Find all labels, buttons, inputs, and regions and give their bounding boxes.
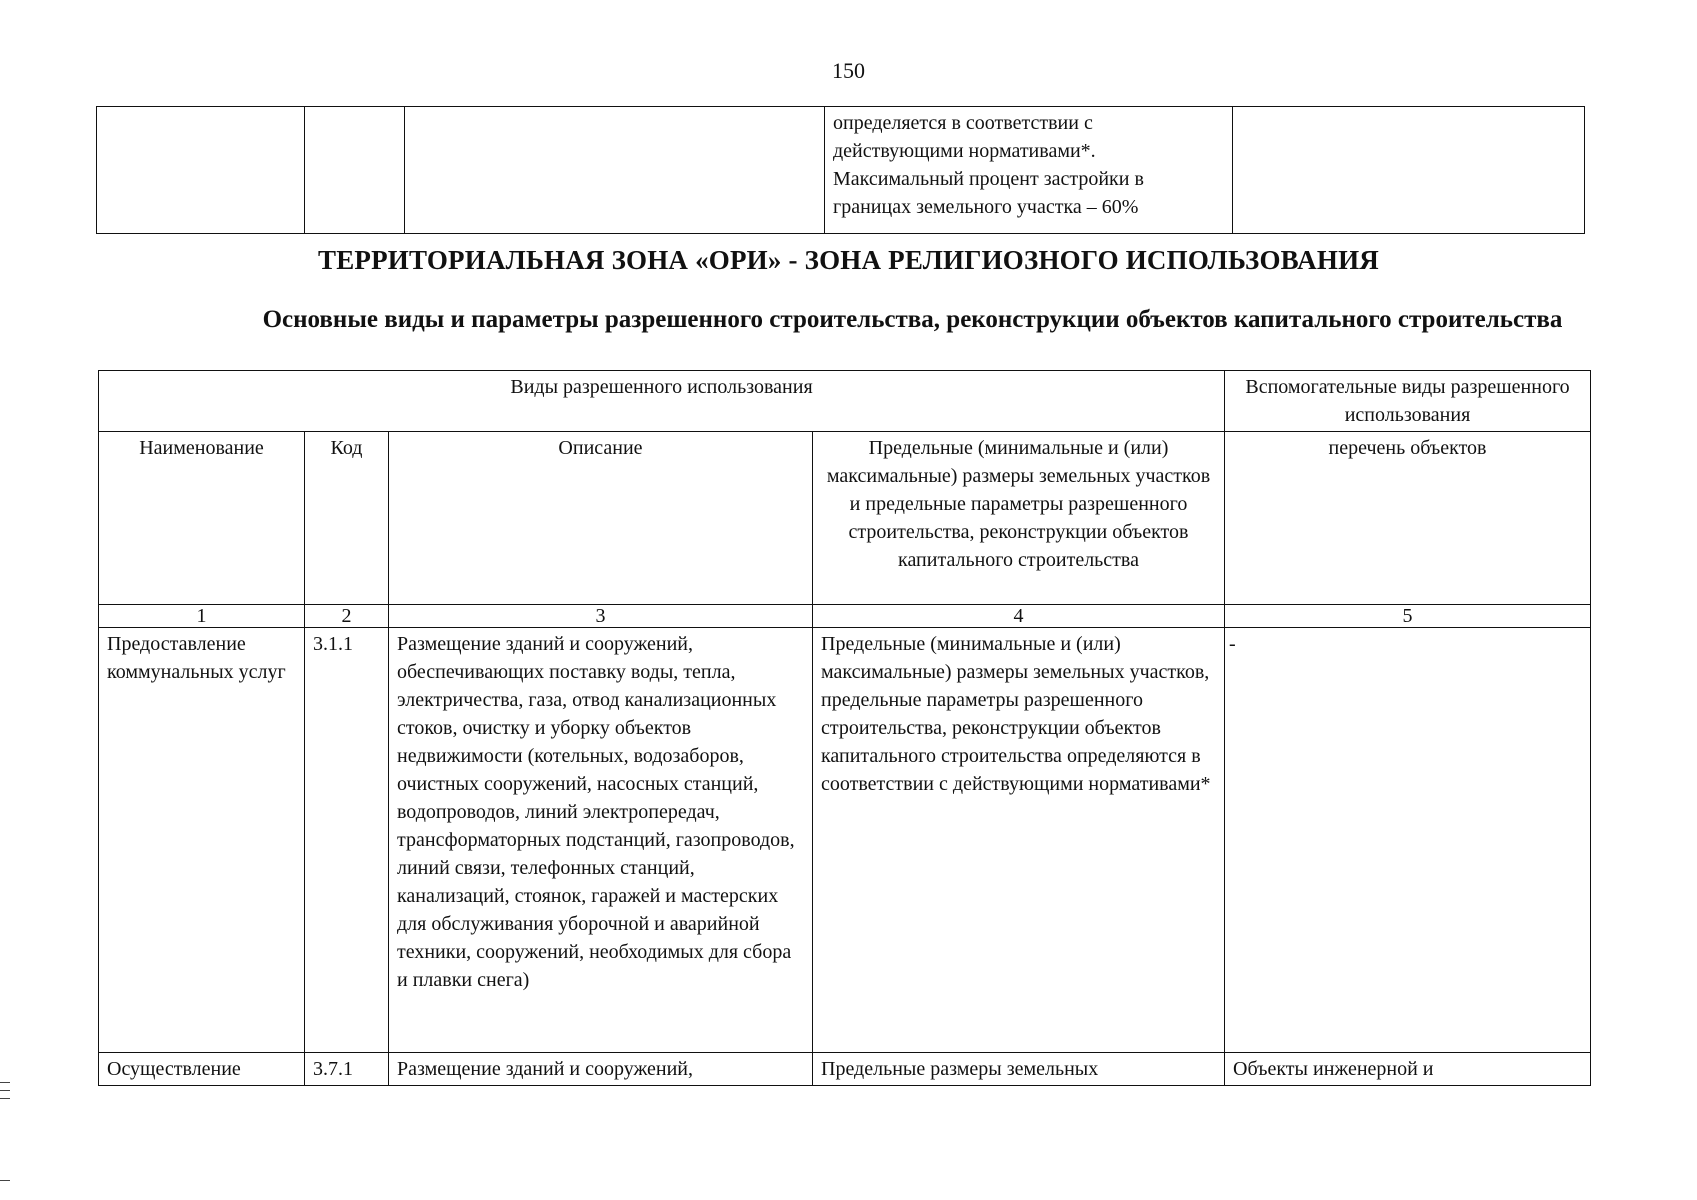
row-code: 3.1.1	[305, 628, 389, 1053]
column-number: 1	[99, 605, 305, 628]
table-row	[99, 1053, 1591, 1086]
row-limits: Предельные (минимальные и (или) максимальные) размеры земельных участков, предельные параметры разрешенного строительства, реконструкции объектов капитального строительства определяются в соответствии с действующими нормативами*	[813, 628, 1225, 1053]
zone-title: ТЕРРИТОРИАЛЬНАЯ ЗОНА «ОРИ» - ЗОНА РЕЛИГИОЗНОГО ИСПОЛЬЗОВАНИЯ	[318, 245, 1379, 275]
column-header-objects: перечень объектов	[1225, 432, 1591, 605]
table-row	[99, 628, 1591, 1053]
fragment-cell-code	[305, 107, 405, 234]
group-header-main: Виды разрешенного использования	[99, 371, 1225, 432]
row-name: Предоставление коммунальных услуг	[99, 628, 305, 1053]
margin-mark	[0, 1098, 10, 1099]
section-title: Основные виды и параметры разрешенного строительства, реконструкции объектов капитального строительства	[262, 306, 1563, 333]
column-header-name: Наименование	[99, 432, 305, 605]
column-header-description: Описание	[389, 432, 813, 605]
fragment-cell-description	[405, 107, 825, 234]
column-number: 2	[305, 605, 389, 628]
row-name: Осуществление	[99, 1053, 305, 1086]
margin-mark	[0, 1082, 10, 1083]
column-header-limits: Предельные (минимальные и (или) максимальные) размеры земельных участков и предельные параметры разрешенного строительства, реконструкции объектов капитального строительства	[813, 432, 1225, 605]
row-code: 3.7.1	[305, 1053, 389, 1086]
fragment-cell-objects	[1233, 107, 1585, 234]
row-description: Размещение зданий и сооружений, обеспечивающих поставку воды, тепла, электричества, газа, отвод канализационных стоков, очистку и уборку объектов недвижимости (котельных, водозаборов, очистных сооружений, насосных станций, водопроводов, линий электропередач, трансформаторных подстанций, газопроводов, линий связи, телефонных станций, канализаций, стоянок, гаражей и мастерских для обслуживания уборочной и аварийной техники, сооружений, необходимых для сбора и плавки снега)	[389, 628, 813, 1053]
row-description: Размещение зданий и сооружений,	[389, 1053, 813, 1086]
column-number: 3	[389, 605, 813, 628]
column-header-code: Код	[305, 432, 389, 605]
margin-mark	[0, 1090, 10, 1091]
land-use-table	[98, 370, 1591, 1086]
column-number: 5	[1225, 605, 1591, 628]
row-objects: -	[1225, 628, 1591, 1053]
margin-mark	[0, 1180, 10, 1181]
page-number: 150	[832, 58, 865, 83]
column-number: 4	[813, 605, 1225, 628]
row-limits: Предельные размеры земельных	[813, 1053, 1225, 1086]
continued-table-fragment	[96, 106, 1585, 234]
fragment-cell-name	[97, 107, 305, 234]
fragment-cell-limits: определяется в соответствии с действующими нормативами*. Максимальный процент застройки в границах земельного участка – 60%	[825, 107, 1233, 234]
row-objects: Объекты инженерной и	[1225, 1053, 1591, 1086]
group-header-auxiliary: Вспомогательные виды разрешенного использования	[1225, 371, 1591, 432]
